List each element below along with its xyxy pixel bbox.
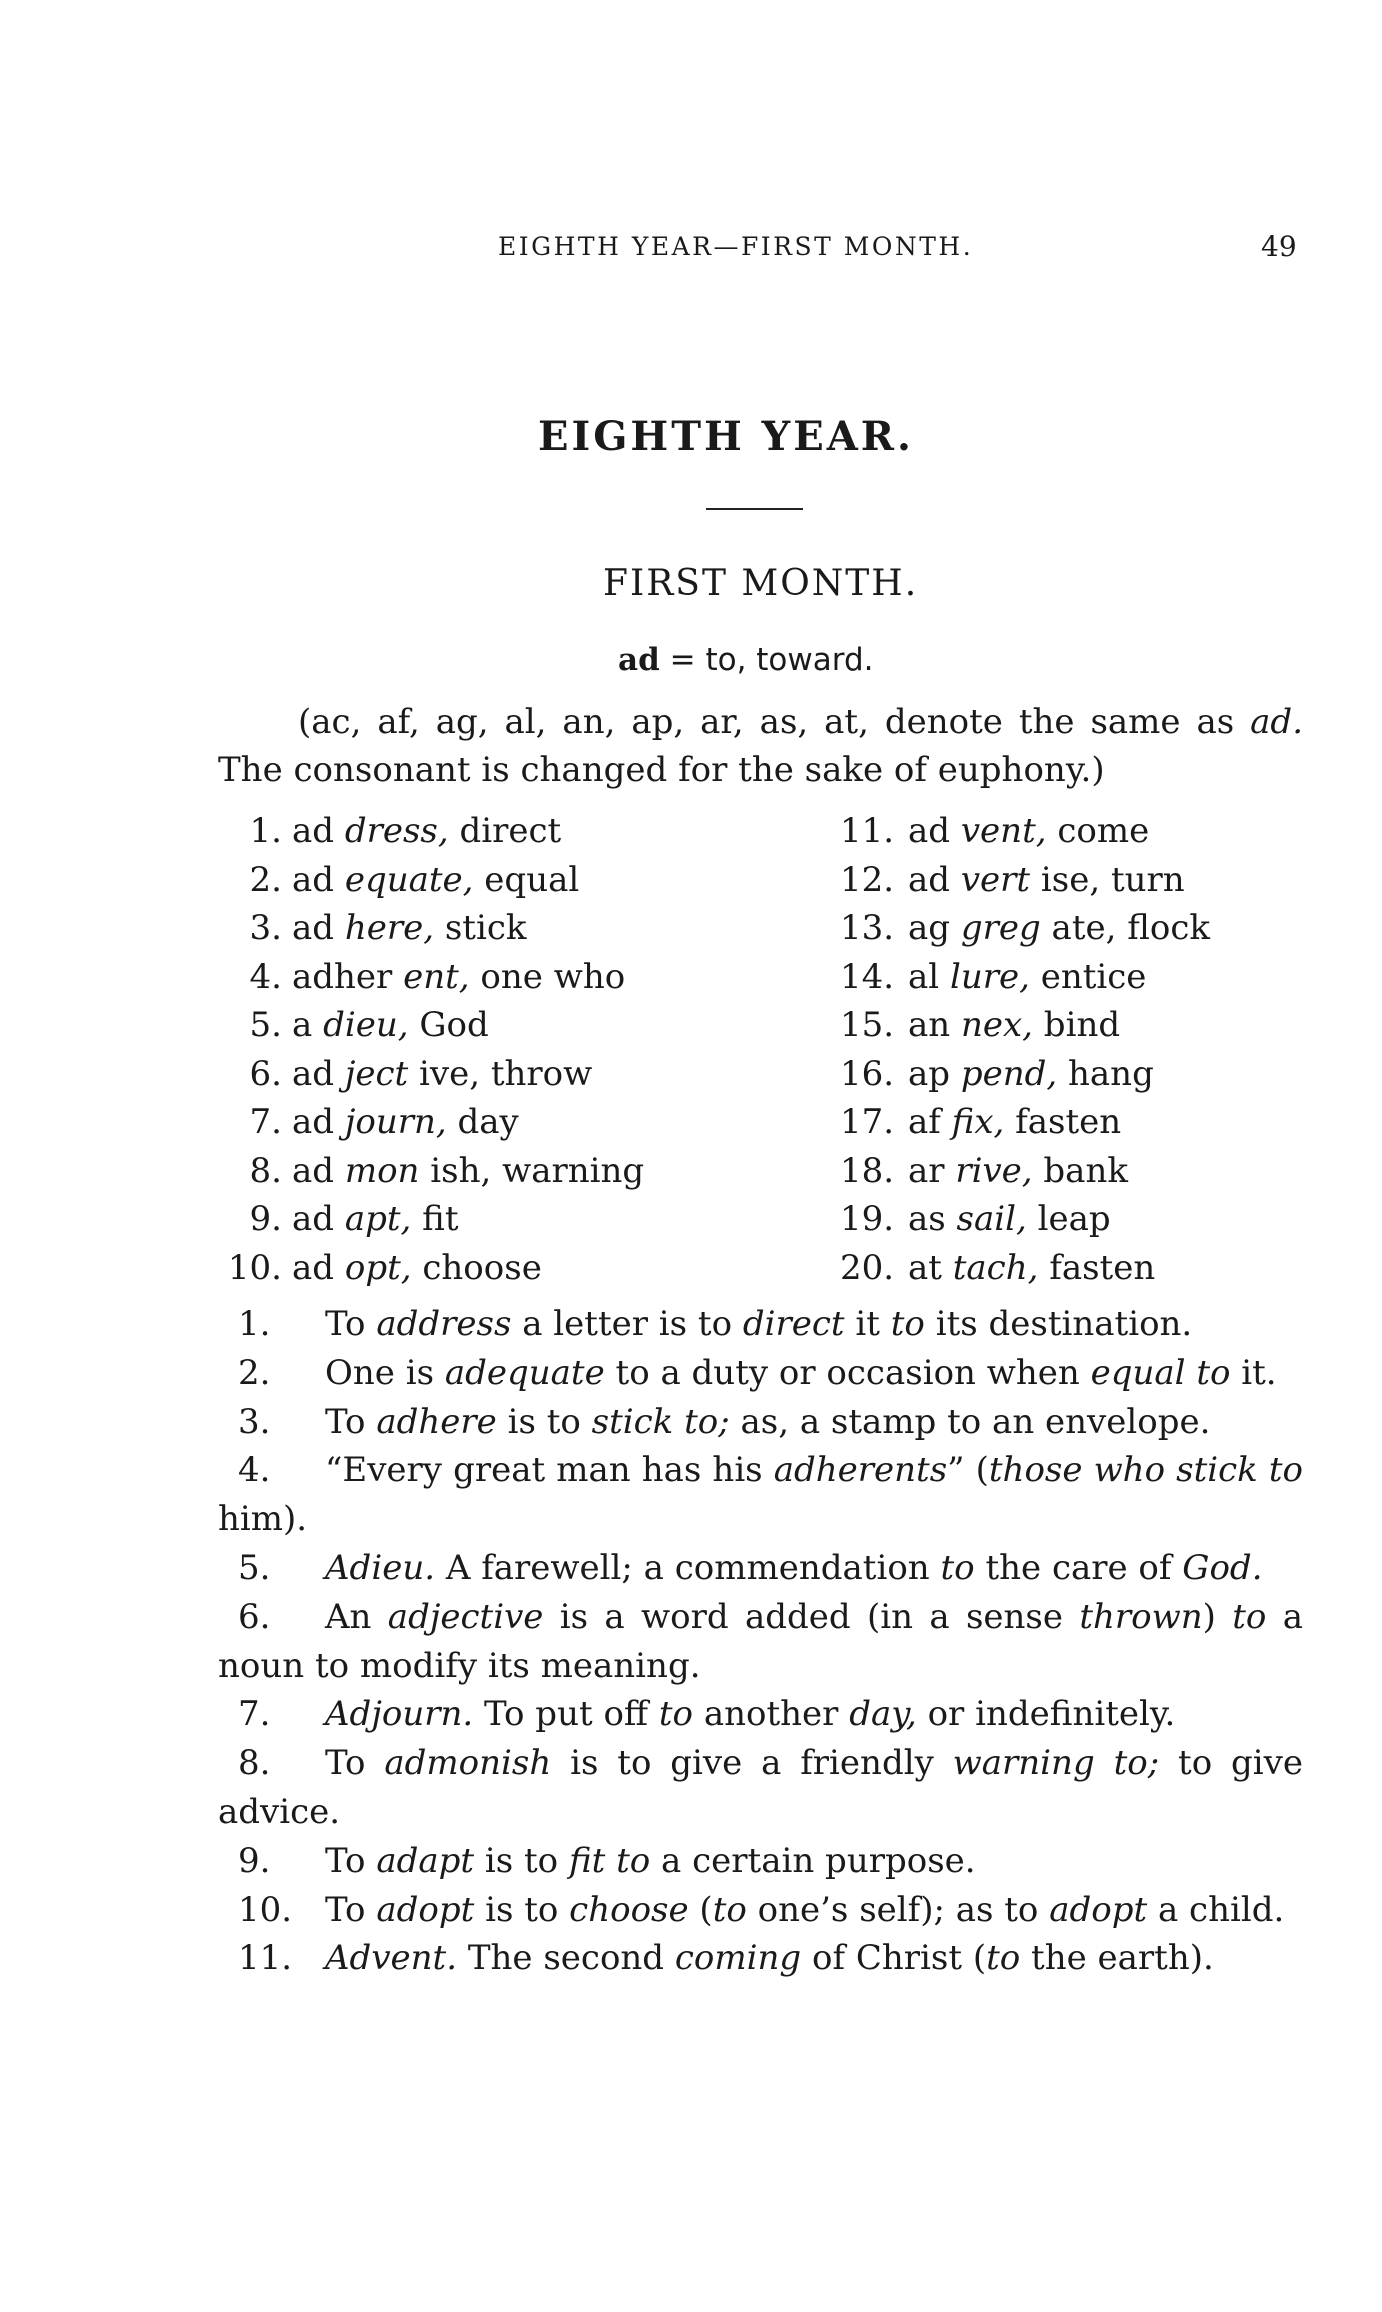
definition-text: or indefinitely. [916, 1694, 1176, 1735]
word-list-item [218, 1147, 758, 1196]
word-list-item [840, 904, 1320, 953]
word-meaning: God [408, 1005, 489, 1045]
definition-emphasis: adherents [773, 1450, 948, 1491]
word-number: 19. [840, 1199, 895, 1239]
definition-emphasis: to [940, 1547, 975, 1588]
word-list-item [840, 1147, 1320, 1196]
definition-text: another [693, 1694, 850, 1735]
word-prefix: af [908, 1102, 952, 1142]
definition-emphasis: equal to [1090, 1352, 1231, 1393]
definition-item [218, 1934, 1303, 1983]
intro-paragraph [218, 698, 1303, 794]
intro-text: (ac, af, ag, al, an, ap, ar, as, at, denote the same as [298, 702, 1235, 742]
definition-item [218, 1690, 1303, 1739]
definition-item [218, 1886, 1303, 1935]
definition-emphasis: adequate [444, 1352, 605, 1393]
word-root: ent, [403, 956, 470, 997]
word-prefix: ar [908, 1150, 956, 1191]
word-meaning: bank [1032, 1150, 1128, 1191]
definition-emphasis: choose [569, 1889, 689, 1930]
word-number: 9. [249, 1199, 282, 1239]
word-meaning: ish, warning [419, 1150, 645, 1191]
word-list-item [840, 856, 1320, 905]
definition-text: To [325, 1304, 377, 1344]
definition-text: ( [688, 1889, 713, 1930]
definition-item [218, 1739, 1303, 1837]
word-list-item [218, 904, 758, 953]
definition-item [218, 1446, 1303, 1544]
word-meaning: bind [1033, 1005, 1121, 1045]
word-list-item [218, 1098, 758, 1147]
word-meaning: ate, flock [1040, 908, 1211, 948]
definition-emphasis: to [1232, 1596, 1267, 1637]
word-root: nex, [960, 1005, 1033, 1045]
word-list-item [218, 856, 758, 905]
definition-text: is to [474, 1889, 570, 1930]
word-root: fix, [951, 1102, 1005, 1142]
definition-text: is to give a friendly [551, 1743, 953, 1784]
word-list-right [840, 807, 1320, 1292]
word-prefix: ad [292, 1199, 345, 1239]
definition-text: as, a stamp to an envelope. [729, 1401, 1211, 1442]
word-number: 3. [249, 908, 282, 948]
definition-emphasis: admonish [384, 1743, 552, 1784]
word-number: 2. [249, 859, 282, 900]
word-meaning: direct [448, 811, 562, 851]
word-root: apt, [344, 1199, 412, 1239]
intro-text-2: The consonant is changed for the sake of euphony.) [218, 750, 1105, 790]
word-meaning: ive, throw [408, 1053, 593, 1094]
definition-number: 10. [238, 1889, 293, 1930]
word-list-item [840, 1050, 1320, 1099]
word-meaning: fit [411, 1199, 459, 1239]
word-root: here, [344, 908, 435, 948]
word-root: greg [960, 908, 1041, 948]
word-number: 13. [840, 908, 895, 948]
word-prefix: an [908, 1005, 961, 1045]
word-list-left [218, 807, 758, 1292]
word-number: 10. [227, 1247, 282, 1288]
definition-emphasis: Advent. [325, 1938, 458, 1979]
word-prefix: at [908, 1247, 953, 1288]
definition-text: to give advice. [218, 1743, 1303, 1832]
definition-text: is to [474, 1840, 569, 1881]
word-number: 12. [840, 859, 895, 900]
word-root: dieu, [323, 1005, 409, 1045]
definition-text: it [844, 1304, 891, 1344]
definition-text: ) [1202, 1596, 1233, 1637]
word-number: 17. [840, 1102, 895, 1142]
page-number: 49 [1261, 230, 1297, 263]
word-list-item [840, 1098, 1320, 1147]
word-prefix: ad [292, 1102, 345, 1142]
word-prefix: ad [292, 859, 345, 900]
definition-text: The second [457, 1938, 675, 1979]
word-meaning: stick [434, 908, 527, 948]
root-definition [618, 642, 874, 678]
definition-text: To put off [473, 1694, 659, 1735]
word-number: 11. [840, 811, 895, 851]
definition-emphasis: to [712, 1889, 747, 1930]
definition-emphasis: warning to; [952, 1743, 1160, 1784]
word-prefix: ad [292, 1053, 345, 1094]
word-list-item [218, 1244, 758, 1293]
word-prefix: ap [908, 1053, 961, 1094]
word-number: 14. [840, 956, 895, 997]
word-list-item [840, 1001, 1320, 1050]
word-prefix: a [292, 1005, 324, 1045]
word-prefix: ad [908, 859, 961, 900]
definition-emphasis: adjective [387, 1596, 544, 1637]
word-root: journ, [344, 1102, 447, 1142]
word-meaning: one who [469, 956, 626, 997]
definition-number: 1. [238, 1304, 271, 1344]
definition-item [218, 1593, 1303, 1691]
definition-emphasis: coming [674, 1938, 802, 1979]
word-meaning: hang [1057, 1053, 1154, 1094]
definition-number: 5. [238, 1547, 271, 1588]
definition-text: To [325, 1743, 385, 1784]
word-root: vent, [960, 811, 1047, 851]
word-list-item [840, 1195, 1320, 1244]
word-list-item [218, 1001, 758, 1050]
word-list-item [218, 1050, 758, 1099]
word-number: 15. [840, 1005, 895, 1045]
word-meaning: come [1046, 811, 1150, 851]
word-prefix: ag [908, 908, 961, 948]
definition-number: 11. [238, 1938, 293, 1979]
definition-text: its destination. [924, 1304, 1193, 1344]
word-number: 6. [249, 1053, 282, 1094]
definition-emphasis: God. [1182, 1547, 1263, 1588]
definition-number: 8. [238, 1743, 271, 1784]
definition-number: 4. [238, 1450, 271, 1491]
intro-emph: ad. [1250, 702, 1303, 742]
word-meaning: leap [1026, 1199, 1111, 1239]
definition-text: the care of [974, 1547, 1183, 1588]
definition-emphasis: address [376, 1304, 512, 1344]
word-number: 1. [249, 811, 282, 851]
word-prefix: adher [292, 956, 404, 997]
definition-text: To [325, 1401, 377, 1442]
word-root: vert [960, 859, 1031, 900]
definition-emphasis: those who stick to [988, 1450, 1303, 1491]
word-prefix: ad [292, 908, 345, 948]
word-root: lure, [949, 956, 1030, 997]
word-list-item [218, 953, 758, 1002]
word-list-item [218, 1195, 758, 1244]
word-number: 4. [249, 956, 282, 997]
word-meaning: fasten [1004, 1102, 1122, 1142]
word-number: 18. [840, 1150, 895, 1191]
definition-text: ” ( [947, 1450, 989, 1491]
definition-number: 2. [238, 1352, 271, 1393]
definition-emphasis: stick to; [591, 1401, 730, 1442]
word-meaning: day [446, 1102, 519, 1142]
word-root: rive, [955, 1150, 1033, 1191]
definition-text: a noun to modify its meaning. [218, 1596, 1304, 1686]
word-list-item [218, 807, 758, 856]
word-prefix: as [908, 1199, 957, 1239]
definition-text: is a word added (in a sense [543, 1596, 1080, 1637]
definitions [218, 1300, 1303, 1983]
definition-text: An [325, 1596, 388, 1637]
section-title: EIGHTH YEAR. [538, 413, 914, 460]
definition-emphasis: adhere [376, 1401, 497, 1442]
definition-item [218, 1837, 1303, 1886]
word-root: ject [344, 1053, 409, 1094]
word-root: pend, [960, 1053, 1058, 1094]
word-prefix: ad [292, 811, 345, 851]
word-meaning: entice [1029, 956, 1147, 997]
definition-text: him). [218, 1499, 308, 1540]
definition-item [218, 1398, 1303, 1447]
definition-emphasis: adapt [376, 1840, 475, 1881]
definition-text: A farewell; a commendation [435, 1547, 941, 1588]
definition-emphasis: to [986, 1938, 1021, 1979]
word-list-item [840, 1244, 1320, 1293]
word-root: dress, [344, 811, 449, 851]
word-number: 8. [249, 1150, 282, 1191]
definition-text: one’s self); as to [746, 1889, 1050, 1930]
definition-emphasis: thrown [1079, 1596, 1203, 1637]
word-root: opt, [344, 1247, 412, 1288]
word-list-item [840, 953, 1320, 1002]
word-meaning: ise, turn [1030, 859, 1185, 900]
definition-item [218, 1300, 1303, 1349]
word-number: 20. [840, 1247, 895, 1288]
word-prefix: al [908, 956, 950, 997]
definition-item [218, 1544, 1303, 1593]
definition-text: the earth). [1020, 1938, 1214, 1979]
definition-text: a child. [1147, 1889, 1285, 1930]
word-meaning: fasten [1038, 1247, 1156, 1288]
definition-emphasis: adopt [376, 1889, 475, 1930]
word-prefix: ad [908, 811, 961, 851]
definition-emphasis: to [658, 1694, 694, 1735]
definition-text: is to [496, 1401, 592, 1442]
word-root: sail, [956, 1199, 1027, 1239]
word-root: equate, [344, 859, 474, 900]
root-meaning: to, toward. [705, 642, 874, 678]
word-prefix: ad [292, 1150, 345, 1191]
definition-emphasis: fit to [568, 1840, 651, 1881]
word-number: 7. [249, 1102, 282, 1142]
root-prefix: ad [618, 642, 660, 678]
definition-text: a certain purpose. [650, 1840, 976, 1881]
word-prefix: ad [292, 1247, 345, 1288]
definition-emphasis: adopt [1049, 1889, 1148, 1930]
word-meaning: choose [411, 1247, 542, 1288]
word-number: 16. [840, 1053, 895, 1094]
word-list-item [840, 807, 1320, 856]
definition-number: 9. [238, 1840, 271, 1881]
definition-emphasis: to [890, 1304, 925, 1344]
definition-number: 7. [238, 1694, 271, 1735]
running-head: EIGHTH YEAR—FIRST MONTH. [498, 232, 974, 261]
definition-item [218, 1349, 1303, 1398]
section-subtitle: FIRST MONTH. [603, 563, 919, 604]
definition-emphasis: day, [849, 1694, 917, 1735]
definition-text: One is [325, 1352, 445, 1393]
definition-text: “Every great man has his [325, 1450, 774, 1491]
definition-number: 6. [238, 1596, 271, 1637]
word-root: mon [344, 1150, 420, 1191]
definition-text: To [325, 1840, 377, 1881]
title-rule [706, 508, 803, 510]
word-root: tach, [952, 1247, 1039, 1288]
definition-text: a letter is to [511, 1304, 743, 1344]
definition-text: to a duty or occasion when [604, 1352, 1091, 1393]
definition-text: To [325, 1889, 377, 1930]
definition-emphasis: Adieu. [325, 1547, 436, 1588]
word-number: 5. [249, 1005, 282, 1045]
definition-number: 3. [238, 1401, 271, 1442]
definition-text: of Christ ( [801, 1938, 987, 1979]
definition-emphasis: direct [742, 1304, 845, 1344]
definition-emphasis: Adjourn. [325, 1694, 474, 1735]
word-meaning: equal [473, 859, 580, 900]
definition-text: it. [1230, 1352, 1277, 1393]
root-equals: = [659, 642, 706, 678]
